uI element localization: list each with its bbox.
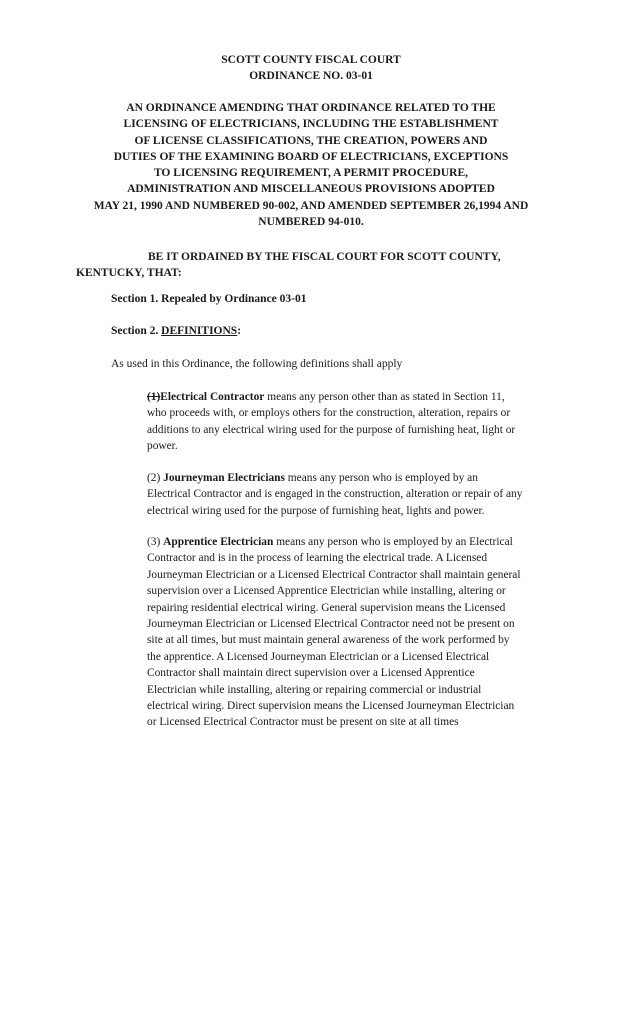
definition-line: electrical wiring used for the purpose of furnishing heat, lights and power. <box>147 504 485 517</box>
definition-line: additions to any electrical wiring used for the purpose of furnishing heat, light or <box>147 423 516 436</box>
definition-line: electrical wiring. Direct supervision means the Licensed Journeyman Electrician <box>147 700 515 713</box>
definition-line <box>147 389 557 405</box>
title-line: MAY 21, 1990 AND NUMBERED 90-002, AND AMENDED SEPTEMBER 26,1994 AND <box>93 199 529 212</box>
ordinance-title <box>0 100 622 230</box>
title-line: NUMBERED 94-010. <box>258 216 364 229</box>
definition-line: repairing residential electrical wiring. General supervision means the Licensed <box>147 601 506 614</box>
definition-line: Electrical Contractor and is engaged in the construction, alteration or repair of any <box>147 488 523 501</box>
struck-number: (1) <box>147 391 161 403</box>
definition-term: Electrical Contractor <box>160 391 265 403</box>
definition-line: Journeyman Electrician or Licensed Electrical Contractor need not be present on <box>147 618 515 631</box>
section-2-prefix: Section 2. <box>111 325 162 337</box>
title-line: LICENSING OF ELECTRICIANS, INCLUDING THE ESTABLISHMENT <box>123 118 499 131</box>
section-2-heading <box>111 325 241 337</box>
definition-term: Apprentice Electrician <box>163 536 274 548</box>
definition-number: (3) <box>147 536 164 548</box>
definition-line: site at all times, but must maintain general awareness of the work performed by <box>147 634 510 647</box>
definition-electrical-contractor <box>147 389 557 455</box>
title-line: AN ORDINANCE AMENDING THAT ORDINANCE RELATED TO THE <box>126 102 496 114</box>
title-line: OF LICENSE CLASSIFICATIONS, THE CREATION, POWERS AND <box>134 134 488 147</box>
definition-line: power. <box>147 440 178 453</box>
definition-line: Journeyman Electrician or a Licensed Electrical Contractor shall maintain general <box>147 568 521 581</box>
section-2-suffix: : <box>237 325 242 337</box>
definition-line <box>147 534 557 550</box>
definition-text: means any person who is employed by an <box>284 472 478 484</box>
definition-line: supervision over a Licensed Apprentice Electrician while installing, altering or <box>147 585 506 598</box>
definition-line: who proceeds with, or employs others for the construction, alteration, repairs or <box>147 407 511 420</box>
definition-journeyman-electricians <box>147 470 557 519</box>
definition-number: (2) <box>147 472 164 484</box>
definitions-intro: As used in this Ordinance, the following definitions shall apply <box>111 358 403 370</box>
definition-line: the apprentice. A Licensed Journeyman Electrician or a Licensed Electrical <box>147 650 490 663</box>
definition-line: or Licensed Electrical Contractor must be present on site at all times <box>147 716 459 729</box>
title-line: TO LICENSING REQUIREMENT, A PERMIT PROCEDURE, <box>153 167 469 180</box>
ordinance-number: ORDINANCE NO. 03-01 <box>249 70 373 82</box>
enactment-line: BE IT ORDAINED BY THE FISCAL COURT FOR SCOTT COUNTY, <box>148 251 501 263</box>
definition-text: means any person other than as stated in Section 11, <box>264 391 505 403</box>
definition-line: Contractor and is in the process of learning the electrical trade. A Licensed <box>147 552 488 565</box>
enactment-line: KENTUCKY, THAT: <box>76 267 182 279</box>
section-2-title: DEFINITIONS <box>161 325 238 337</box>
definition-text: means any person who is employed by an Electrical <box>273 536 513 548</box>
definition-line <box>147 470 557 486</box>
enactment-clause <box>76 249 546 281</box>
definition-line: Contractor shall maintain direct supervision over a Licensed Apprentice <box>147 667 475 680</box>
definition-apprentice-electrician <box>147 534 557 731</box>
definition-line: Electrician while installing, altering or repairing commercial or industrial <box>147 683 482 696</box>
court-name: SCOTT COUNTY FISCAL COURT <box>221 54 401 66</box>
definition-term: Journeyman Electricians <box>163 472 285 484</box>
document-header <box>0 52 622 84</box>
title-line: ADMINISTRATION AND MISCELLANEOUS PROVISIONS ADOPTED <box>127 183 495 196</box>
section-1-heading: Section 1. Repealed by Ordinance 03-01 <box>111 293 307 305</box>
title-line: DUTIES OF THE EXAMINING BOARD OF ELECTRICIANS, EXCEPTIONS <box>113 150 509 163</box>
